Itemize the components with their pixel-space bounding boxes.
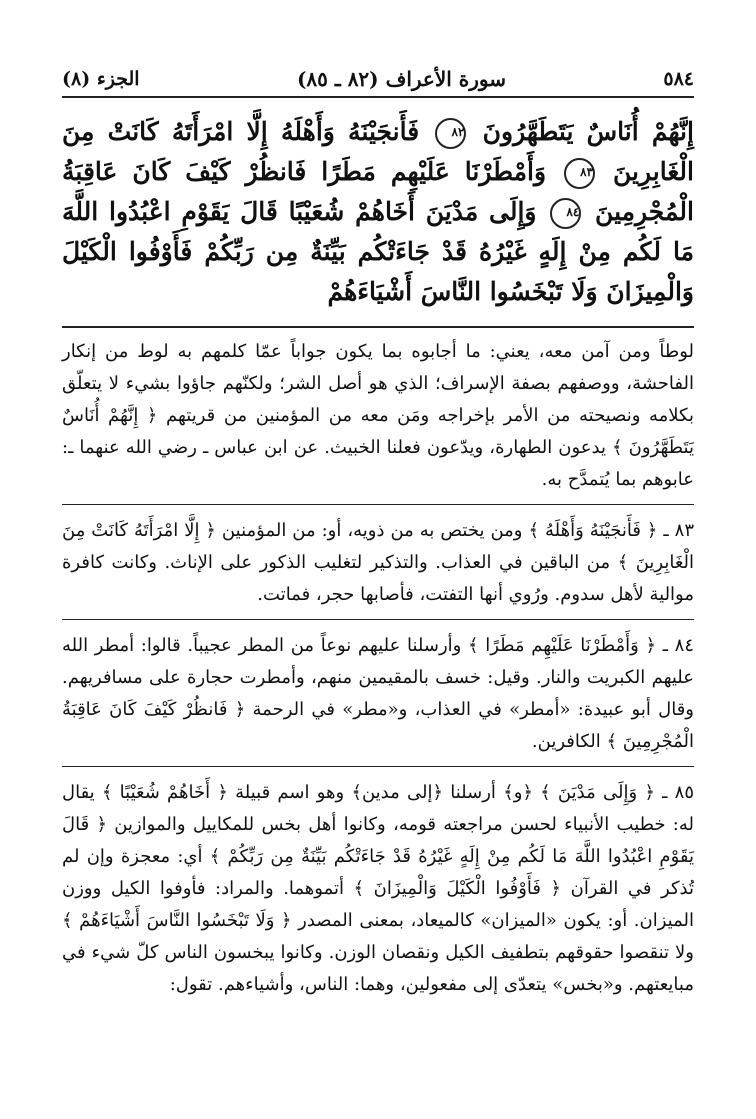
verse-83-marker: ٨٣ <box>564 158 595 189</box>
paragraph-separator <box>62 766 694 767</box>
commentary-paragraph-85: ٨٥ ـ ﴿ وَإِلَى مَدْيَنَ ﴾ ﴿و﴾ أرسلنا ﴿إلى مدين﴾ وهو اسم قبيلة ﴿ أَخَاهُمْ شُعَيْبًا ﴾ يقال له: خطيب الأنبياء لحسن مراجعته قومه، وكانوا أهل بخس للمكاييل والموازين ﴿ قَالَ يَقَوْمِ اعْبُدُوا اللَّهَ مَا لَكُم مِنْ إِلَهٍ غَيْرُهُ قَدْ جَاءَتْكُم بَيِّنَةٌ مِن رَبِّكُمْ ﴾ أي: معجزة وإن لم تُذكر في القرآن ﴿ فَأَوْفُوا الْكَيْلَ وَالْمِيزَانَ ﴾ أتموهما. والمراد: فأوفوا الكيل ووزن الميزان. أو: يكون «الميزان» كالميعاد، بمعنى المصدر ﴿ وَلَا تَبْخَسُوا النَّاسَ أَشْيَاءَهُمْ ﴾ ولا تنقصوا حقوقهم بتطفيف الكيل ونقصان الوزن. وكانوا يبخسون الناس كلّ شيء في مبايعتهم. و«بخس» يتعدّى إلى مفعولين، وهما: الناس، وأشياءهم. تقول: <box>62 782 694 995</box>
page-header <box>62 62 694 98</box>
page-number: ٥٨٤ <box>663 68 694 90</box>
part-label: الجزء (٨) <box>62 68 140 90</box>
verses-divider <box>62 326 694 328</box>
surah-title: سورة الأعراف (٨٢ ـ ٨٥) <box>296 67 507 91</box>
verse-83-text: فَأَنجَيْنَهُ وَأَهْلَهُ إِلَّا امْرَأَتَهُ كَانَتْ مِنَ الْغَابِرِينَ <box>62 117 694 186</box>
verse-84-marker: ٨٤ <box>550 198 581 229</box>
verse-82-text: إِنَّهُمْ أُنَاسٌ يَتَطَهَّرُونَ <box>482 117 694 146</box>
verse-82-marker: ٨٢ <box>435 118 466 149</box>
paragraph-separator <box>62 619 694 620</box>
quran-verses <box>62 112 694 320</box>
verse-85-text: وَإِلَى مَدْيَنَ أَخَاهُمْ شُعَيْبًا قَالَ يَقَوْمِ اعْبُدُوا اللَّهَ مَا لَكُم مِنْ إِلَهٍ غَيْرُهُ قَدْ جَاءَتْكُم بَيِّنَةٌ مِن رَبِّكُمْ فَأَوْفُوا الْكَيْلَ وَالْمِيزَانَ وَلَا تَبْخَسُوا النَّاسَ أَشْيَاءَهُمْ <box>62 197 694 306</box>
paragraph-separator <box>62 504 694 505</box>
commentary-paragraph-83: ٨٣ ـ ﴿ فَأَنجَيْنَهُ وَأَهْلَهُ ﴾ ومن يختص به من ذويه، أو: من المؤمنين ﴿ إِلَّا امْرَأَتَهُ كَانَتْ مِنَ الْغَابِرِينَ ﴾ من الباقين في العذاب. والتذكير لتغليب الذكور على الإناث. وكانت كافرة موالية لأهل سدوم. ورُوي أنها التفتت، فأصابها حجر، فماتت. <box>62 520 694 605</box>
commentary-paragraph-1: لوطاً ومن آمن معه، يعني: ما أجابوه بما يكون جواباً عمّا كلمهم به لوط من إنكار الفاحشة، ووصفهم بصفة الإسراف؛ الذي هو أصل الشر؛ ولكنّهم جاؤوا بشيء لا يتعلّق بكلامه ونصيحته من الأمر بإخراجه ومَن معه من المؤمنين من قريتهم ﴿ إِنَّهُمْ أُنَاسٌ يَتَطَهَّرُونَ ﴾ يدعون الطهارة، ويدّعون فعلنا الخبيث. عن ابن عباس ـ رضي الله عنهما ـ: عابوهم بما يُتمدَّح به. <box>62 341 694 490</box>
commentary <box>62 336 694 1009</box>
commentary-paragraph-84: ٨٤ ـ ﴿ وَأَمْطَرْنَا عَلَيْهِم مَطَرًا ﴾ وأرسلنا عليهم نوعاً من المطر عجيباً. قالوا: أمطر الله عليهم الكبريت والنار. وقيل: خسف بالمقيمين منهم، وأمطرت حجارة على مسافريهم. وقال أبو عبيدة: «أمطر» في العذاب، و«مطر» في الرحمة ﴿ فَانظُرْ كَيْفَ كَانَ عَاقِبَةُ الْمُجْرِمِينَ ﴾ الكافرين. <box>62 635 694 752</box>
verse-84-text: وَأَمْطَرْنَا عَلَيْهِم مَطَرًا فَانظُرْ كَيْفَ كَانَ عَاقِبَةُ الْمُجْرِمِينَ <box>62 157 694 226</box>
